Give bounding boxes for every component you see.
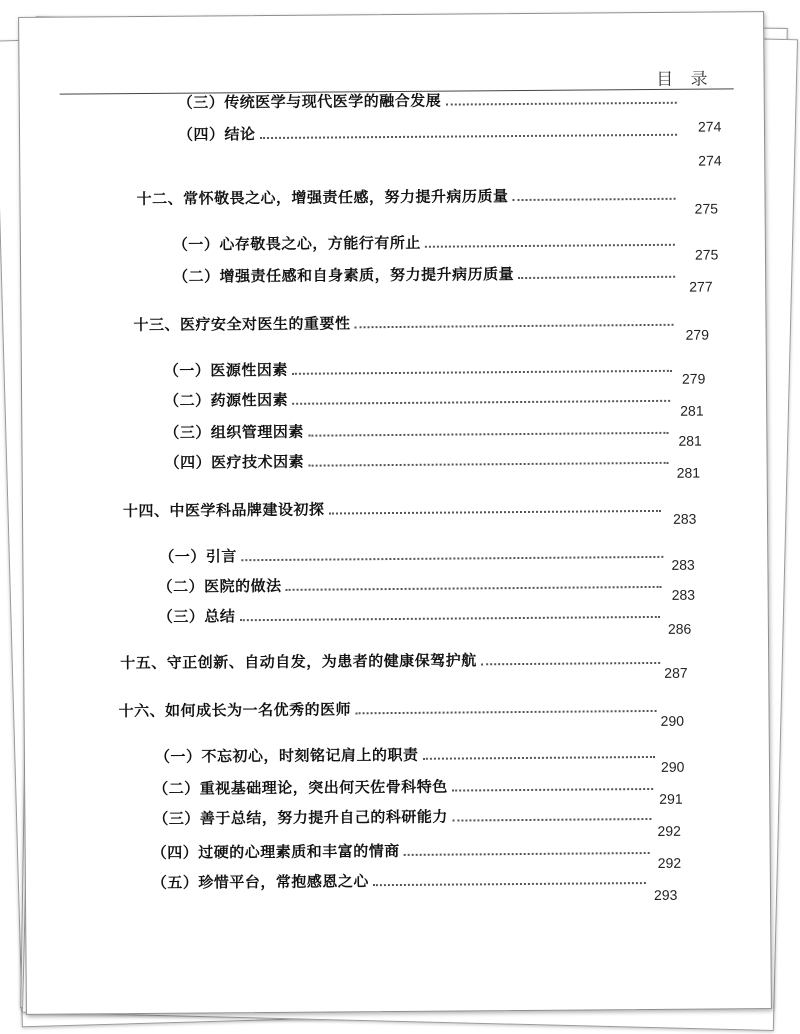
page-header-title: 目 录 bbox=[656, 69, 714, 90]
toc-page-number: 283 bbox=[671, 556, 695, 573]
dot-leader bbox=[286, 585, 662, 591]
dot-leader bbox=[329, 509, 661, 515]
toc-page-number: 291 bbox=[659, 790, 683, 807]
toc-entry-label: （一）不忘初心，时刻铭记肩上的职责 bbox=[154, 745, 419, 766]
toc-entry-label: 十三、医疗安全对医生的重要性 bbox=[133, 314, 351, 335]
toc-entry-label: 十二、常怀敬畏之心，增强责任感，努力提升病历质量 bbox=[136, 187, 509, 209]
toc-entry bbox=[158, 595, 666, 627]
toc-page-number: 287 bbox=[664, 664, 688, 681]
toc-entry bbox=[153, 767, 659, 799]
toc-entry bbox=[120, 641, 666, 673]
toc-page-number: 290 bbox=[660, 712, 685, 729]
toc-entry-label: （三）善于总结，努力提升自己的科研能力 bbox=[153, 807, 448, 828]
toc-entry-label: （二）医院的做法 bbox=[157, 576, 282, 596]
toc-page-number: 286 bbox=[667, 620, 692, 637]
toc-page-number: 292 bbox=[657, 822, 681, 839]
toc-entry bbox=[118, 689, 662, 721]
toc-entry bbox=[152, 861, 652, 893]
dot-leader bbox=[355, 323, 674, 329]
dot-leader bbox=[373, 881, 646, 886]
toc-page-number: 274 bbox=[697, 118, 722, 135]
toc-entry-label: （三）总结 bbox=[157, 607, 236, 626]
toc-page-number: 279 bbox=[681, 370, 706, 387]
toc-entry-label: （二）重视基础理论，突出何天佐骨科特色 bbox=[153, 777, 448, 798]
toc-entry-label: （四）医疗技术因素 bbox=[164, 452, 305, 472]
dot-leader bbox=[292, 369, 672, 375]
dot-leader bbox=[404, 851, 650, 856]
dot-leader bbox=[260, 133, 677, 139]
toc-entry bbox=[164, 349, 678, 381]
toc-entry-label: （一）心存敬畏之心，方能行有所止 bbox=[172, 233, 421, 254]
toc-entry bbox=[164, 411, 674, 443]
dot-leader bbox=[355, 709, 656, 714]
toc-entry bbox=[133, 303, 679, 335]
toc-entry bbox=[164, 379, 676, 411]
dot-leader bbox=[241, 555, 663, 561]
dot-leader bbox=[513, 197, 676, 201]
toc-page-number: 275 bbox=[694, 200, 719, 217]
toc-page-number: 281 bbox=[680, 402, 704, 419]
toc-page-number: 290 bbox=[660, 758, 685, 775]
toc-entry-label: （二）药源性因素 bbox=[164, 390, 289, 410]
toc-entry-label: 十六、如何成长为一名优秀的医师 bbox=[118, 700, 352, 721]
toc-page-number: 281 bbox=[676, 464, 701, 481]
toc-entry bbox=[164, 441, 674, 473]
toc-entry-label: （三）组织管理因素 bbox=[164, 422, 304, 442]
toc-page-number: 275 bbox=[694, 246, 719, 263]
toc-entry bbox=[153, 797, 657, 829]
toc-page bbox=[18, 11, 772, 1015]
toc-page-number: 281 bbox=[678, 432, 702, 449]
toc-page-number: 283 bbox=[671, 586, 696, 603]
dot-leader bbox=[308, 431, 668, 437]
toc-entry-label: 十五、守正创新、自动自发，为患者的健康保驾护航 bbox=[120, 651, 477, 673]
dot-leader bbox=[425, 243, 675, 248]
toc-entry-label: （四）过硬的心理素质和丰富的情商 bbox=[151, 841, 400, 862]
toc-entry bbox=[155, 735, 661, 767]
toc-entry bbox=[173, 223, 681, 255]
dot-leader bbox=[452, 817, 652, 822]
toc-page-number: 293 bbox=[653, 886, 678, 903]
toc-page-number: 277 bbox=[689, 278, 713, 295]
toc-page-number: 283 bbox=[672, 510, 697, 527]
toc-page-number: 292 bbox=[657, 854, 682, 871]
toc-entry bbox=[157, 565, 667, 597]
dot-leader bbox=[292, 399, 670, 405]
dot-leader bbox=[308, 461, 668, 467]
toc-entry-label: （四）结论 bbox=[177, 125, 256, 144]
toc-entry-label: （三）传统医学与现代医学的融合发展 bbox=[177, 91, 442, 112]
dot-leader bbox=[452, 787, 654, 792]
toc-entry bbox=[152, 831, 656, 863]
dot-leader bbox=[481, 661, 661, 665]
dot-leader bbox=[422, 755, 655, 760]
toc-entry-label: （一）医源性因素 bbox=[163, 360, 288, 380]
toc-entry-label: （二）增强责任感和自身素质，努力提升病历质量 bbox=[173, 265, 515, 286]
toc-entry bbox=[178, 113, 683, 145]
toc-page-number: 279 bbox=[685, 326, 710, 343]
toc-page-number: 274 bbox=[698, 152, 722, 169]
toc-entry-label: （五）珍惜平台，常抱感恩之心 bbox=[151, 872, 369, 892]
toc-entry-label: 十四、中医学科品牌建设初探 bbox=[122, 500, 325, 521]
toc-entry bbox=[123, 489, 667, 521]
dot-leader bbox=[518, 275, 675, 279]
toc-entry bbox=[136, 177, 681, 209]
toc-entry bbox=[159, 535, 669, 567]
toc-entry-label: （一）引言 bbox=[159, 547, 237, 566]
toc-entry bbox=[178, 81, 683, 113]
table-of-contents bbox=[19, 12, 771, 1014]
dot-leader bbox=[239, 615, 659, 621]
dot-leader bbox=[445, 101, 677, 106]
toc-entry bbox=[173, 255, 681, 287]
